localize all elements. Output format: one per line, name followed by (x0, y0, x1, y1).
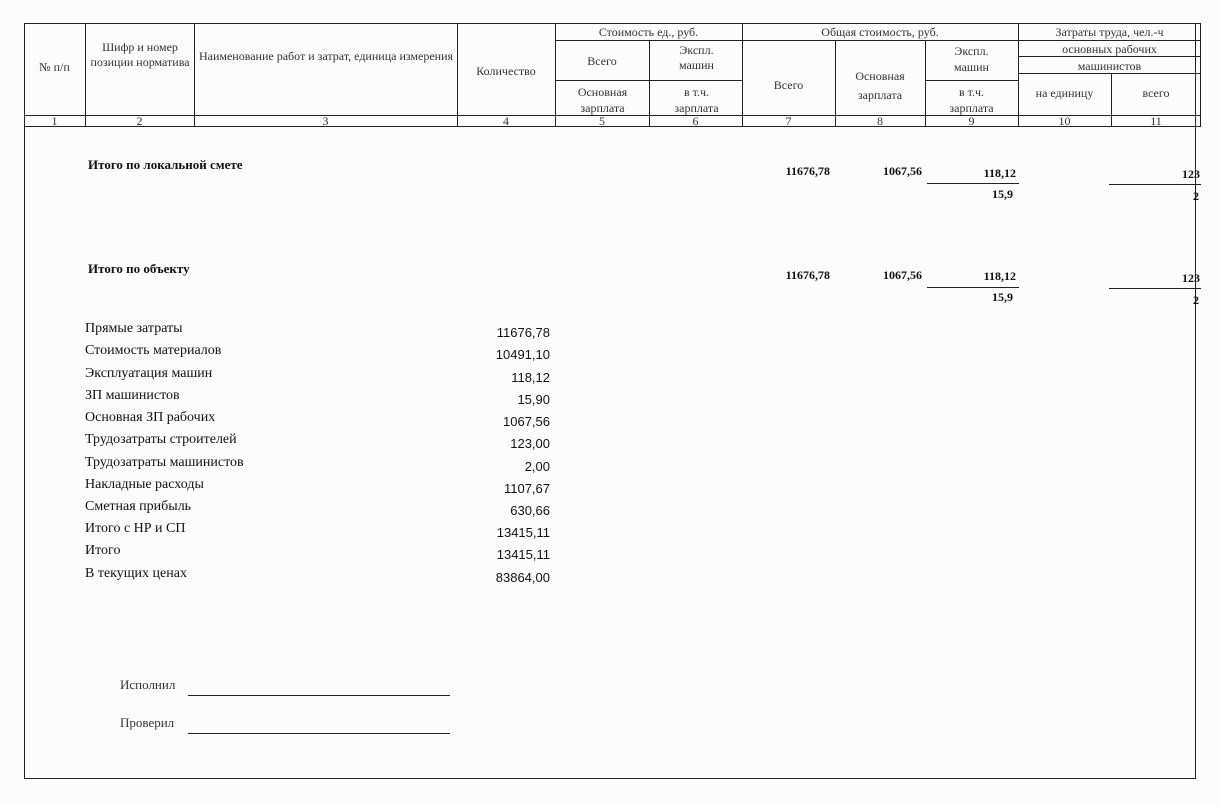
checked-signature-line (188, 733, 450, 734)
col-code-header: Шифр и номер позиции норматива (90, 40, 190, 69)
summary-label: Стоимость материалов (85, 343, 222, 358)
col-number: 11 (1150, 114, 1162, 128)
summary-value: 13415,11 (496, 525, 550, 540)
col-number: 1 (51, 114, 58, 128)
summary-value: 10491,10 (495, 347, 550, 362)
total-base-wage-header: Основная зарплата (855, 69, 905, 102)
col-number: 9 (968, 114, 975, 128)
summary-label: Эксплуатация машин (85, 366, 213, 381)
labor-machinists-value: 2 (1193, 293, 1199, 307)
unit-base-wage-header: Основная зарплата (577, 85, 628, 115)
col-number: 2 (136, 114, 143, 128)
summary-label: Итого с НР и СП (85, 521, 186, 536)
labor-per-unit-header: на единицу (1035, 86, 1094, 100)
summary-value: 630,66 (510, 503, 550, 518)
col-name-header: Наименование работ и затрат, единица измерения (198, 49, 454, 63)
col-number: 10 (1058, 114, 1071, 128)
machine-wage-value: 15,9 (992, 187, 1013, 201)
checked-label: Проверил (120, 715, 175, 730)
total-incl-wage-header: в т.ч. зарплата (949, 85, 994, 115)
summary-value: 1067,56 (503, 414, 550, 429)
unit-incl-wage-header: в т.ч. зарплата (674, 85, 719, 115)
summary-label: Трудозатраты машинистов (85, 455, 244, 470)
summary-label: Итого (85, 543, 121, 558)
col-num-header: № п/п (39, 60, 70, 74)
labor-machinists-value: 2 (1193, 189, 1199, 203)
summary-value: 15,90 (517, 392, 550, 407)
total-value: 11676,78 (785, 268, 830, 282)
total-cost-header: Общая стоимость, руб. (821, 25, 939, 39)
unit-machine-header: Экспл. машин (679, 43, 714, 72)
summary-label: Основная ЗП рабочих (85, 410, 216, 425)
summary-label: Сметная прибыль (85, 499, 192, 514)
col-number: 7 (785, 114, 792, 128)
labor-total-value: 123 (1182, 271, 1200, 285)
machine-value: 118,12 (983, 166, 1016, 180)
summary-value: 1107,67 (503, 481, 550, 496)
total-label: Итого по локальной смете (88, 157, 243, 172)
summary-value: 123,00 (510, 436, 550, 451)
col-number: 5 (599, 114, 605, 128)
table-header (24, 23, 1201, 126)
col-number: 6 (692, 114, 699, 128)
summary-value: 83864,00 (495, 570, 550, 585)
executed-label: Исполнил (120, 677, 176, 692)
total-all-header: Всего (773, 78, 804, 92)
machine-wage-value: 15,9 (992, 290, 1013, 304)
total-value: 11676,78 (785, 164, 830, 178)
summary-label: Прямые затраты (85, 321, 183, 336)
summary-value: 118,12 (511, 370, 550, 385)
summary-value: 13415,11 (496, 547, 550, 562)
col-number: 3 (322, 114, 329, 128)
summary-value: 2,00 (524, 459, 550, 474)
unit-cost-header: Стоимость ед., руб. (598, 25, 699, 39)
summary-label: Накладные расходы (85, 477, 204, 492)
col-qty-header: Количество (476, 64, 536, 78)
labor-header: Затраты труда, чел.-ч (1055, 25, 1164, 39)
summary-value: 11676,78 (496, 325, 550, 340)
summary-label: В текущих ценах (85, 566, 187, 581)
executed-signature-line (188, 695, 450, 696)
total-machine-header: Экспл. машин (954, 44, 989, 74)
labor-machinists-header: машинистов (1077, 59, 1142, 73)
base-wage-value: 1067,56 (883, 268, 922, 282)
total-label: Итого по объекту (88, 261, 190, 276)
labor-total-header: всего (1142, 86, 1170, 100)
summary-label: ЗП машинистов (85, 388, 180, 403)
labor-base-workers-header: основных рабочих (1062, 42, 1157, 56)
unit-all-header: Всего (587, 54, 617, 68)
estimate-sheet (24, 23, 1196, 779)
col-number: 4 (503, 114, 509, 128)
col-number: 8 (877, 114, 883, 128)
base-wage-value: 1067,56 (883, 164, 922, 178)
labor-total-value: 123 (1182, 167, 1200, 181)
machine-value: 118,12 (983, 269, 1016, 283)
summary-label: Трудозатраты строителей (85, 432, 237, 447)
